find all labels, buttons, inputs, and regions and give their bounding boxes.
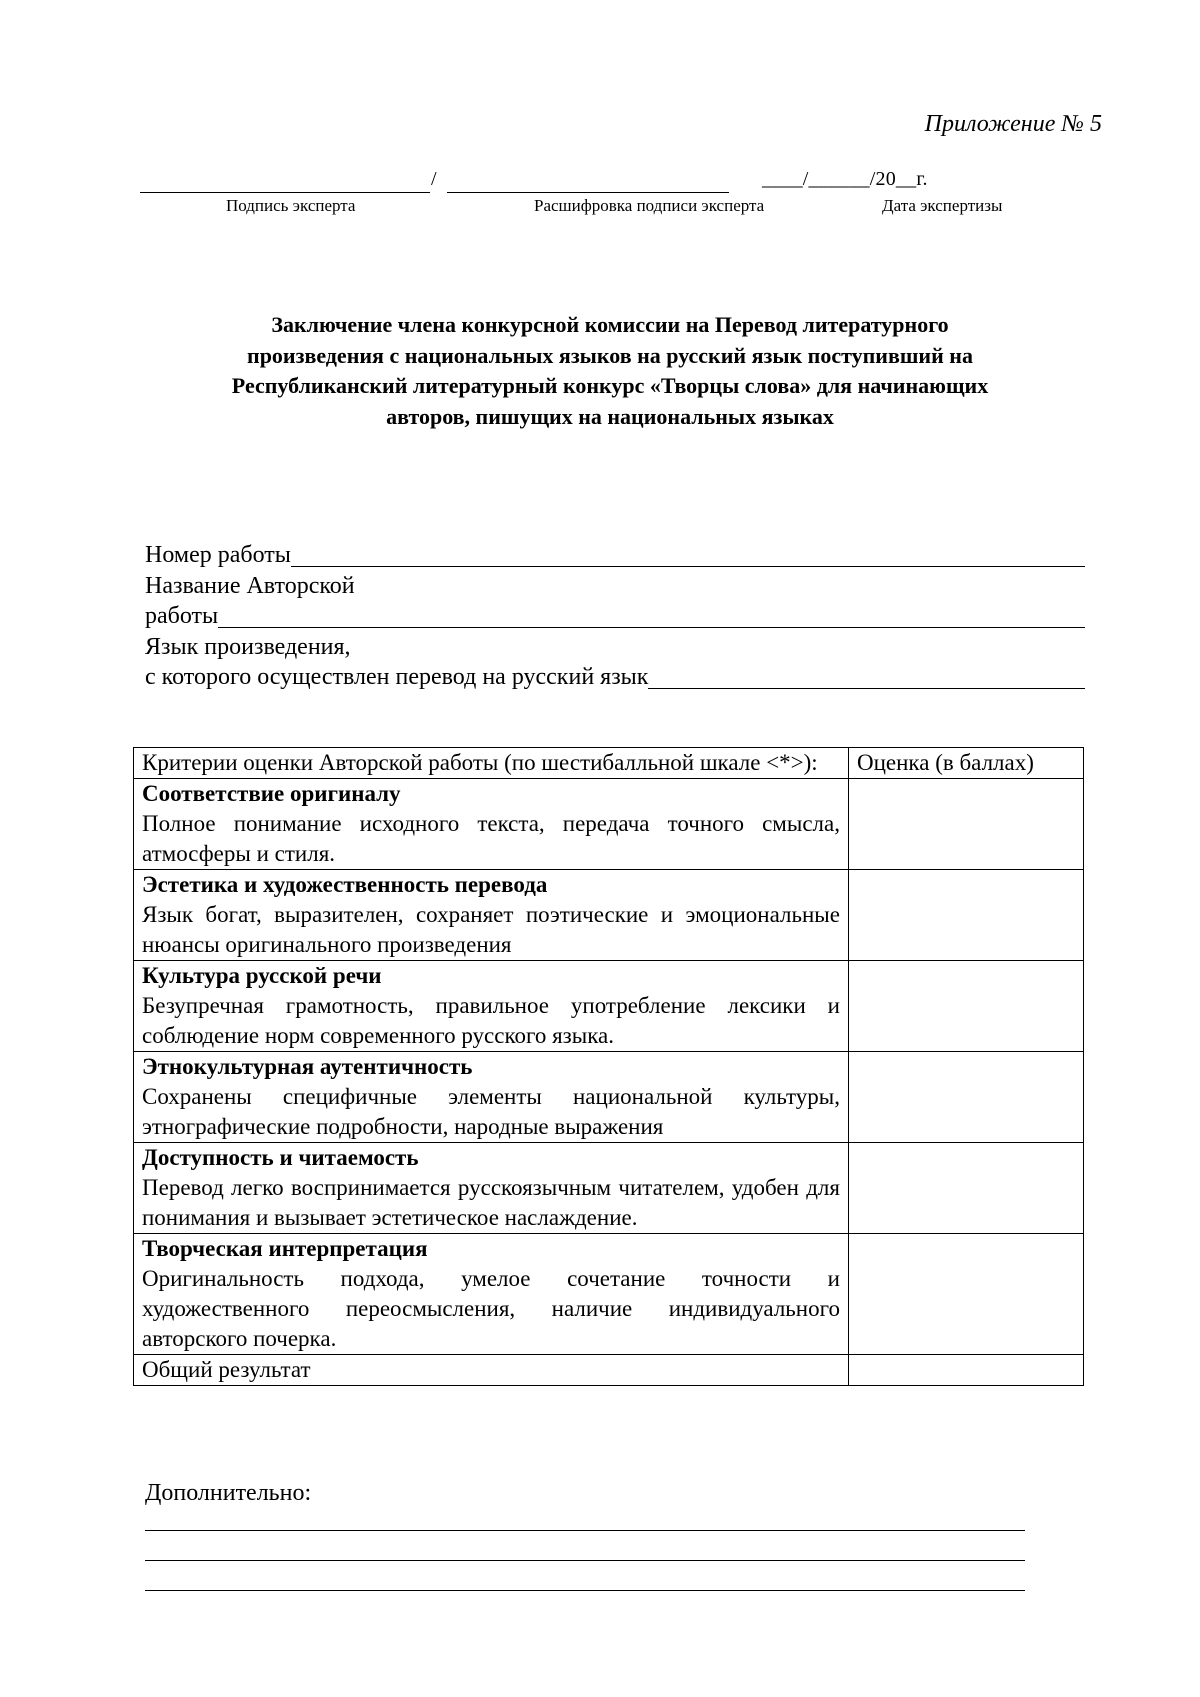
score-cell[interactable] bbox=[848, 1234, 1083, 1355]
work-title-label-cont: работы bbox=[145, 603, 219, 629]
criterion-title: Доступность и читаемость bbox=[142, 1145, 419, 1170]
expertise-date-field[interactable]: ____/______/20__г. bbox=[762, 168, 928, 190]
appendix-label: Приложение № 5 bbox=[924, 111, 1102, 137]
additional-label: Дополнительно: bbox=[145, 1480, 312, 1506]
criterion-title: Этнокультурная аутентичность bbox=[142, 1054, 473, 1079]
score-cell[interactable] bbox=[848, 870, 1083, 961]
table-row bbox=[134, 1143, 1084, 1234]
work-title-label: Название Авторской bbox=[145, 572, 355, 599]
criterion-title: Эстетика и художественность перевода bbox=[142, 872, 548, 897]
work-info-fields bbox=[145, 540, 1085, 693]
criterion-cell bbox=[134, 870, 849, 961]
criteria-table bbox=[133, 747, 1084, 1386]
total-score-cell[interactable] bbox=[848, 1355, 1083, 1386]
table-row bbox=[134, 779, 1084, 870]
title-line: произведения с национальных языков на русский язык поступивший на bbox=[247, 342, 973, 368]
criterion-cell bbox=[134, 1143, 849, 1234]
header-score-cell bbox=[848, 748, 1083, 779]
expert-signature-caption: Подпись эксперта bbox=[226, 196, 356, 215]
title-line: авторов, пишущих на национальных языках bbox=[386, 403, 834, 429]
table-row bbox=[134, 1234, 1084, 1355]
document-title bbox=[130, 310, 1090, 432]
header-criteria-cell bbox=[134, 748, 849, 779]
criterion-cell bbox=[134, 1052, 849, 1143]
criterion-title: Соответствие оригиналу bbox=[142, 781, 401, 806]
title-line: Заключение члена конкурсной комиссии на Перевод литературного bbox=[271, 312, 949, 337]
language-label-cont: с которого осуществлен перевод на русский язык bbox=[145, 664, 649, 690]
total-label-cell bbox=[134, 1355, 849, 1386]
score-cell[interactable] bbox=[848, 1052, 1083, 1143]
table-header-row bbox=[134, 748, 1084, 779]
criterion-description: Сохранены специфичные элементы национальной культуры, этнографические подробности, народные выражения bbox=[142, 1084, 840, 1139]
criterion-description: Полное понимание исходного текста, передача точного смысла, атмосферы и стиля. bbox=[142, 811, 840, 866]
criterion-description: Безупречная грамотность, правильное употребление лексики и соблюдение норм современного русского языка. bbox=[142, 993, 840, 1048]
work-title-field[interactable] bbox=[218, 603, 1085, 628]
signature-decoding-caption: Расшифровка подписи эксперта bbox=[534, 196, 765, 215]
score-cell[interactable] bbox=[848, 1143, 1083, 1234]
work-title-row bbox=[145, 601, 1085, 632]
signature-decoding-line[interactable] bbox=[447, 170, 729, 193]
criterion-description: Язык богат, выразителен, сохраняет поэтические и эмоциональные нюансы оригинального произведения bbox=[142, 902, 840, 957]
language-label: Язык произведения, bbox=[145, 633, 351, 660]
header-criteria-text: Критерии оценки Авторской работы (по шестибалльной шкале <*>): bbox=[142, 750, 818, 775]
work-number-label: Номер работы bbox=[145, 542, 291, 568]
criterion-description: Оригинальность подхода, умелое сочетание точности и художественного переосмысления, наличие индивидуального авторского почерка. bbox=[142, 1266, 840, 1351]
work-number-field[interactable] bbox=[291, 542, 1085, 567]
table-row bbox=[134, 961, 1084, 1052]
additional-line[interactable] bbox=[145, 1590, 1025, 1591]
language-field[interactable] bbox=[648, 664, 1085, 689]
total-label: Общий результат bbox=[142, 1357, 311, 1382]
score-cell[interactable] bbox=[848, 961, 1083, 1052]
criterion-cell bbox=[134, 1234, 849, 1355]
work-number-row bbox=[145, 540, 1085, 571]
criterion-cell bbox=[134, 779, 849, 870]
title-line: Республиканский литературный конкурс «Творцы слова» для начинающих bbox=[231, 373, 989, 398]
additional-line[interactable] bbox=[145, 1530, 1025, 1531]
score-cell[interactable] bbox=[848, 779, 1083, 870]
work-title-label-row bbox=[145, 571, 1085, 602]
criterion-description: Перевод легко воспринимается русскоязычным читателем, удобен для понимания и вызывает эстетическое наслаждение. bbox=[142, 1175, 840, 1230]
criterion-title: Культура русской речи bbox=[142, 963, 382, 988]
table-row bbox=[134, 870, 1084, 961]
table-row bbox=[134, 1052, 1084, 1143]
criterion-title: Творческая интерпретация bbox=[142, 1236, 428, 1261]
expert-signature-line[interactable] bbox=[140, 170, 430, 193]
additional-line[interactable] bbox=[145, 1560, 1025, 1561]
header-score-text: Оценка (в баллах) bbox=[856, 750, 1034, 775]
expertise-date-caption: Дата экспертизы bbox=[882, 196, 1003, 215]
criterion-cell bbox=[134, 961, 849, 1052]
language-label-row bbox=[145, 632, 1085, 663]
language-row bbox=[145, 662, 1085, 693]
signature-slash: / bbox=[431, 168, 437, 190]
total-row bbox=[134, 1355, 1084, 1386]
